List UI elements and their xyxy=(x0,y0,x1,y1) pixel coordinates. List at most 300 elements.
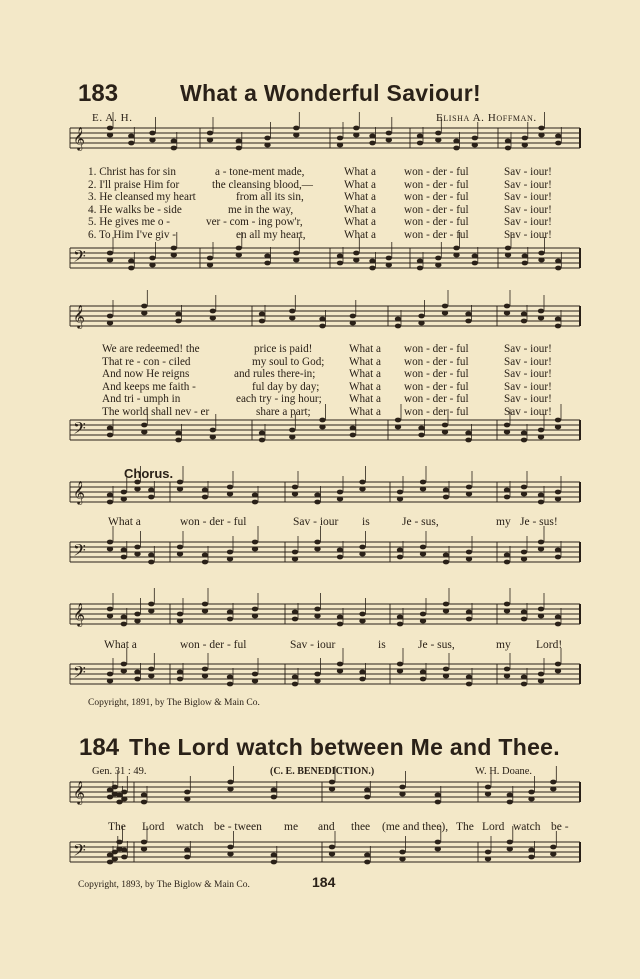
note-head xyxy=(207,131,213,136)
note-head xyxy=(442,423,448,428)
note-head xyxy=(395,425,401,430)
note-head xyxy=(359,487,365,492)
note-head xyxy=(314,500,320,505)
note-head xyxy=(210,309,216,314)
note-head xyxy=(504,423,510,428)
note-head xyxy=(466,675,472,680)
note-head xyxy=(314,672,320,677)
note-head xyxy=(252,547,258,552)
note-head xyxy=(538,500,544,505)
note-head xyxy=(210,435,216,440)
note-head xyxy=(121,548,127,553)
note-head xyxy=(236,139,242,144)
note-head xyxy=(337,143,343,148)
note-head xyxy=(259,431,265,436)
note-head xyxy=(128,259,134,264)
note-head xyxy=(397,669,403,674)
note-head xyxy=(107,133,113,138)
note-head xyxy=(202,609,208,614)
note-head xyxy=(107,251,113,256)
note-head xyxy=(528,848,534,853)
note-head xyxy=(538,126,544,131)
note-head xyxy=(171,253,177,258)
note-head xyxy=(453,146,459,151)
note-head xyxy=(507,793,513,798)
note-head xyxy=(207,138,213,143)
note-head xyxy=(443,674,449,679)
note-head xyxy=(202,667,208,672)
note-head xyxy=(538,251,544,256)
note-head xyxy=(453,253,459,258)
chorus-lyric-line-2: What a won - der - ful Sav - iour is Je - sus, my Lord! xyxy=(104,639,563,651)
verse-block-1 xyxy=(88,166,578,242)
note-head xyxy=(350,426,356,431)
note-head xyxy=(395,324,401,329)
note-head xyxy=(359,612,365,617)
note-head xyxy=(107,493,113,498)
note-head xyxy=(435,263,441,268)
note-head xyxy=(148,609,154,614)
note-head xyxy=(121,669,127,674)
note-head xyxy=(289,309,295,314)
note-head xyxy=(116,840,122,845)
note-head xyxy=(507,847,513,852)
note-head xyxy=(148,560,154,565)
note-head xyxy=(538,428,544,433)
note-head xyxy=(227,845,233,850)
composer-credit: W. H. Doane. xyxy=(475,766,533,777)
verse-line: And tri - umph in each try - ing hour; What a won - der - ful Sav - iour! xyxy=(102,393,552,406)
note-head xyxy=(472,261,478,266)
note-head xyxy=(171,139,177,144)
note-head xyxy=(314,614,320,619)
treble-clef-icon: 𝄞 xyxy=(73,126,85,150)
note-head xyxy=(435,793,441,798)
note-head xyxy=(522,136,528,141)
note-head xyxy=(550,845,556,850)
note-head xyxy=(442,304,448,309)
note-head xyxy=(292,557,298,562)
note-head xyxy=(386,131,392,136)
hymn-title: What a Wonderful Saviour! xyxy=(180,80,481,106)
note-head xyxy=(337,615,343,620)
note-head xyxy=(435,847,441,852)
note-head xyxy=(435,131,441,136)
verse-line: That re - con - ciled my soul to God; What a won - der - ful Sav - iour! xyxy=(102,355,552,368)
note-head xyxy=(329,780,335,785)
page-number: 184 xyxy=(312,874,336,890)
note-head xyxy=(252,607,258,612)
note-head xyxy=(505,139,511,144)
note-head xyxy=(121,848,127,853)
note-head xyxy=(259,312,265,317)
note-head xyxy=(293,133,299,138)
note-head xyxy=(107,679,113,684)
note-head xyxy=(417,259,423,264)
note-head xyxy=(359,480,365,485)
note-head xyxy=(337,548,343,553)
note-head xyxy=(472,254,478,259)
note-head xyxy=(397,548,403,553)
note-head xyxy=(128,141,134,146)
note-head xyxy=(207,263,213,268)
note-head xyxy=(386,138,392,143)
note-head xyxy=(417,134,423,139)
note-head xyxy=(292,675,298,680)
note-head xyxy=(395,317,401,322)
note-head xyxy=(420,670,426,675)
note-head xyxy=(148,667,154,672)
note-head xyxy=(550,787,556,792)
note-head xyxy=(177,612,183,617)
note-head xyxy=(521,617,527,622)
note-head xyxy=(538,614,544,619)
note-head xyxy=(521,682,527,687)
note-head xyxy=(472,136,478,141)
note-head xyxy=(337,136,343,141)
hymn-title: The Lord watch between Me and Thee. xyxy=(129,734,560,760)
note-head xyxy=(319,324,325,329)
note-head xyxy=(369,266,375,271)
note-head xyxy=(465,312,471,317)
note-head xyxy=(264,261,270,266)
verse-line: 2. I'll praise Him for the cleansing blood,— What a won - der - ful Sav - iour! xyxy=(88,178,552,191)
note-head xyxy=(314,547,320,552)
note-head xyxy=(465,319,471,324)
note-head xyxy=(466,557,472,562)
note-head xyxy=(397,662,403,667)
note-head xyxy=(148,674,154,679)
note-head xyxy=(555,141,561,146)
verse-line: 3. He cleansed my heart from all its sin, What a won - der - ful Sav - iour! xyxy=(88,191,552,204)
note-head xyxy=(149,131,155,136)
note-head xyxy=(121,615,127,620)
note-head xyxy=(386,256,392,261)
note-head xyxy=(112,785,118,790)
note-head xyxy=(107,126,113,131)
note-head xyxy=(528,790,534,795)
note-head xyxy=(289,435,295,440)
hymn-subtitle: (C. E. BENEDICTION.) xyxy=(270,766,375,777)
treble-clef-icon: 𝄞 xyxy=(73,304,85,328)
note-head xyxy=(177,487,183,492)
note-head xyxy=(507,800,513,805)
note-head xyxy=(121,797,127,802)
note-head xyxy=(329,845,335,850)
note-head xyxy=(149,263,155,268)
note-head xyxy=(435,840,441,845)
note-head xyxy=(443,488,449,493)
note-head xyxy=(236,253,242,258)
note-head xyxy=(252,614,258,619)
note-head xyxy=(293,126,299,131)
note-head xyxy=(227,780,233,785)
note-head xyxy=(364,853,370,858)
note-head xyxy=(148,488,154,493)
bass-clef-icon: 𝄢 xyxy=(73,662,86,686)
note-head xyxy=(107,540,113,545)
note-head xyxy=(236,146,242,151)
note-head xyxy=(337,261,343,266)
note-head xyxy=(364,788,370,793)
note-head xyxy=(337,669,343,674)
note-head xyxy=(443,553,449,558)
lyricist-credit: E. A. H. xyxy=(92,112,133,124)
note-head xyxy=(171,246,177,251)
note-head xyxy=(292,682,298,687)
note-head xyxy=(202,495,208,500)
note-head xyxy=(141,304,147,309)
chorus-lyric-line-1: What a won - der - ful Sav - iour is Je - sus, my Je - sus! xyxy=(108,516,558,528)
note-head xyxy=(522,254,528,259)
note-head xyxy=(271,788,277,793)
note-head xyxy=(177,619,183,624)
note-head xyxy=(121,662,127,667)
note-head xyxy=(353,133,359,138)
verse-block-2 xyxy=(102,343,582,419)
note-head xyxy=(417,141,423,146)
note-head xyxy=(555,266,561,271)
note-head xyxy=(252,493,258,498)
note-head xyxy=(555,497,561,502)
note-head xyxy=(337,622,343,627)
note-head xyxy=(504,311,510,316)
verse-line: We are redeemed! the price is paid! What a won - der - ful Sav - iour! xyxy=(102,343,552,355)
note-head xyxy=(555,317,561,322)
note-head xyxy=(121,790,127,795)
note-head xyxy=(289,428,295,433)
note-head xyxy=(507,840,513,845)
note-head xyxy=(420,545,426,550)
note-head xyxy=(121,555,127,560)
bass-clef-icon: 𝄢 xyxy=(73,246,86,270)
verse-line: 1. Christ has for sin a - tone-ment made, What a won - der - ful Sav - iour! xyxy=(88,166,552,178)
note-head xyxy=(252,679,258,684)
note-head xyxy=(466,485,472,490)
note-head xyxy=(466,617,472,622)
note-head xyxy=(369,141,375,146)
note-head xyxy=(184,790,190,795)
note-head xyxy=(555,134,561,139)
note-head xyxy=(264,254,270,259)
note-head xyxy=(134,612,140,617)
note-head xyxy=(538,493,544,498)
note-head xyxy=(418,321,424,326)
note-head xyxy=(528,797,534,802)
note-head xyxy=(538,435,544,440)
note-head xyxy=(504,674,510,679)
note-head xyxy=(107,607,113,612)
note-head xyxy=(555,615,561,620)
note-head xyxy=(555,324,561,329)
note-head xyxy=(397,490,403,495)
note-head xyxy=(292,485,298,490)
hymn-number: 183 xyxy=(78,80,119,107)
note-head xyxy=(177,480,183,485)
note-head xyxy=(555,259,561,264)
note-head xyxy=(121,622,127,627)
note-head xyxy=(141,840,147,845)
note-head xyxy=(538,607,544,612)
note-head xyxy=(555,669,561,674)
note-head xyxy=(364,795,370,800)
note-head xyxy=(107,672,113,677)
note-head xyxy=(453,246,459,251)
note-head xyxy=(175,319,181,324)
verse-line: And keeps me faith - ful day by day; What a won - der - ful Sav - iour! xyxy=(102,380,552,393)
note-head xyxy=(466,610,472,615)
note-head xyxy=(465,438,471,443)
note-head xyxy=(107,614,113,619)
note-head xyxy=(314,493,320,498)
note-head xyxy=(397,555,403,560)
note-head xyxy=(107,500,113,505)
verse-line: 6. To Him I've giv - en all my heart, What a won - der - ful Sav - iour! xyxy=(88,228,552,241)
verse-line: The world shall nev - er share a part; What a won - der - ful Sav - iour! xyxy=(102,405,552,418)
note-head xyxy=(443,602,449,607)
note-head xyxy=(202,488,208,493)
note-head xyxy=(177,670,183,675)
note-head xyxy=(227,787,233,792)
note-head xyxy=(521,492,527,497)
note-head xyxy=(521,431,527,436)
note-head xyxy=(550,780,556,785)
note-head xyxy=(202,674,208,679)
note-head xyxy=(521,312,527,317)
note-head xyxy=(538,258,544,263)
note-head xyxy=(369,134,375,139)
note-head xyxy=(227,617,233,622)
note-head xyxy=(107,433,113,438)
note-head xyxy=(466,550,472,555)
note-head xyxy=(319,425,325,430)
note-head xyxy=(418,426,424,431)
note-head xyxy=(420,480,426,485)
note-head xyxy=(175,431,181,436)
note-head xyxy=(399,792,405,797)
note-head xyxy=(184,855,190,860)
note-head xyxy=(555,548,561,553)
note-head xyxy=(353,251,359,256)
verse-line: 4. He walks be - side me in the way, What a won - der - ful Sav - iour! xyxy=(88,203,552,216)
note-head xyxy=(148,495,154,500)
note-head xyxy=(435,800,441,805)
hymn-number: 184 xyxy=(79,734,120,761)
note-head xyxy=(505,246,511,251)
note-head xyxy=(453,139,459,144)
note-head xyxy=(399,850,405,855)
note-head xyxy=(134,670,140,675)
note-head xyxy=(121,497,127,502)
note-head xyxy=(271,795,277,800)
note-head xyxy=(485,850,491,855)
note-head xyxy=(292,617,298,622)
note-head xyxy=(504,495,510,500)
note-head xyxy=(107,314,113,319)
bass-clef-icon: 𝄢 xyxy=(73,418,86,442)
note-head xyxy=(141,311,147,316)
note-head xyxy=(134,552,140,557)
note-head xyxy=(521,438,527,443)
note-head xyxy=(504,667,510,672)
note-head xyxy=(202,553,208,558)
note-head xyxy=(521,675,527,680)
note-head xyxy=(337,555,343,560)
note-head xyxy=(528,855,534,860)
note-head xyxy=(271,860,277,865)
note-head xyxy=(522,143,528,148)
note-head xyxy=(289,316,295,321)
chorus-label: Chorus. xyxy=(124,466,174,481)
note-head xyxy=(252,540,258,545)
note-head xyxy=(442,311,448,316)
note-head xyxy=(134,545,140,550)
note-head xyxy=(227,492,233,497)
note-head xyxy=(134,619,140,624)
note-head xyxy=(264,143,270,148)
note-head xyxy=(148,553,154,558)
note-head xyxy=(210,428,216,433)
note-head xyxy=(359,619,365,624)
note-head xyxy=(252,672,258,677)
note-head xyxy=(522,261,528,266)
note-head xyxy=(369,259,375,264)
note-head xyxy=(435,256,441,261)
note-head xyxy=(505,253,511,258)
note-head xyxy=(227,852,233,857)
treble-clef-icon: 𝄞 xyxy=(73,602,85,626)
note-head xyxy=(210,316,216,321)
note-head xyxy=(149,256,155,261)
note-head xyxy=(293,258,299,263)
note-head xyxy=(386,263,392,268)
scripture-reference: Gen. 31 : 49. xyxy=(92,766,147,777)
note-head xyxy=(521,557,527,562)
note-head xyxy=(329,852,335,857)
note-head xyxy=(184,797,190,802)
note-head xyxy=(177,552,183,557)
copyright-183: Copyright, 1891, by The Biglow & Main Co. xyxy=(88,698,260,708)
note-head xyxy=(417,266,423,271)
note-head xyxy=(227,610,233,615)
note-head xyxy=(485,792,491,797)
note-head xyxy=(443,560,449,565)
note-head xyxy=(353,126,359,131)
hymn-184-lyric-line: The Lord watch be - tween me and thee (me and thee), The Lord watch be - xyxy=(108,821,569,833)
note-head xyxy=(112,857,118,862)
note-head xyxy=(207,256,213,261)
note-head xyxy=(504,304,510,309)
note-head xyxy=(359,545,365,550)
note-head xyxy=(504,560,510,565)
note-head xyxy=(175,438,181,443)
bass-clef-icon: 𝄢 xyxy=(73,840,86,864)
note-head xyxy=(538,316,544,321)
note-head xyxy=(538,672,544,677)
note-head xyxy=(538,540,544,545)
copyright-184: Copyright, 1893, by The Biglow & Main Co. xyxy=(78,880,250,890)
note-head xyxy=(472,143,478,148)
note-head xyxy=(337,662,343,667)
note-head xyxy=(504,488,510,493)
note-head xyxy=(171,146,177,151)
note-head xyxy=(227,550,233,555)
note-head xyxy=(292,550,298,555)
note-head xyxy=(521,550,527,555)
note-head xyxy=(442,430,448,435)
note-head xyxy=(236,246,242,251)
note-head xyxy=(184,848,190,853)
